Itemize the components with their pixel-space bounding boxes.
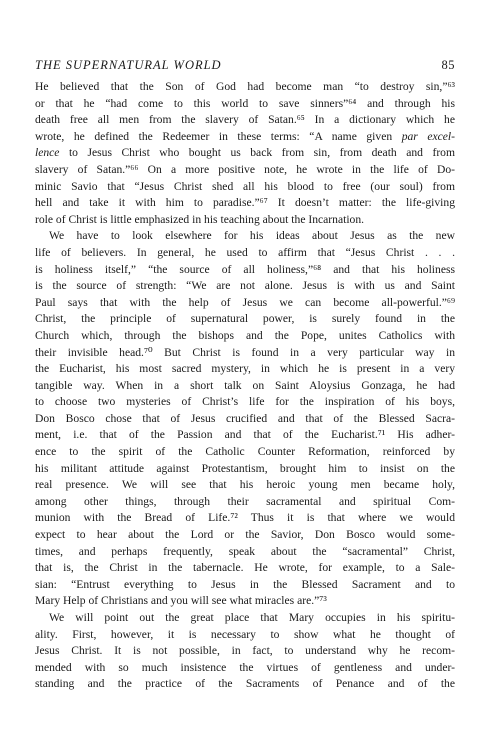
text-line: We will point out the great place that Mary occupies in his spiritu- [49,611,455,624]
text-line: that is, the Christ in the tabernacle. He wrote, for example, to a Sale- [35,561,455,575]
text-line: death free all men from the slavery of Satan.⁶⁵ In a dictionary which he [35,113,455,127]
running-title: THE SUPERNATURAL WORLD [35,58,222,72]
paragraph-2 [35,228,455,610]
text-line: wrote, he defined the Redeemer in these terms: “A name given par excel- [35,129,456,143]
text-line: We have to look elsewhere for his ideas about Jesus as the new [49,229,455,243]
text-line: hell and take it with him to paradise.”⁶⁷ It doesn’t matter: the life-giving [35,196,455,210]
text-line: expect to hear about the Lord or the Savior, Don Bosco would some- [35,528,455,542]
text-line: standing and the practice of the Sacraments of Penance and of the [35,677,455,691]
text-line: minic Savio that “Jesus Christ shed all his blood to free (our soul) from [35,179,455,193]
text-line: Mary Help of Christians and you will see what miracles are.”⁷³ [35,594,327,608]
text-line: ment, i.e. that of the Passion and that of the Eucharist.⁷¹ His adher- [35,428,455,442]
text-line: tangible way. When in a short talk on Saint Aloysius Gonzaga, he had [35,378,455,392]
text-line: is holiness itself,” “the source of all holiness,”⁶⁸ and that his holiness [35,262,455,276]
text-line: is the source of strength: “We are not alone. Jesus is with us and Saint [35,279,455,293]
text-line: ence to the spirit of the Catholic Counter Reformation, reinforced by [35,445,455,459]
book-page [35,58,455,693]
paragraph-1 [35,79,455,228]
text-line: role of Christ is little emphasized in his teaching about the Incarnation. [35,212,365,226]
text-line: among other things, through their sacramental and spiritual Com- [35,494,455,508]
italic-phrase: par excel- [401,129,456,143]
text-line: life of believers. In general, he used to affirm that “Jesus Christ . . . [35,245,455,259]
paragraph-3 [35,610,455,693]
text-line: their invisible head.⁷⁰ But Christ is found in a very particular way in [35,345,455,359]
page-number: 85 [441,58,455,72]
text-line: to choose two mysteries of Christ’s life for the inspiration of his boys, [35,395,455,409]
text-line: the Eucharist, his most sacred mystery, in which he is present in a very [35,362,455,376]
text-line: munion with the Bread of Life.⁷² Thus it is that where we would [35,511,455,525]
running-head [35,58,455,73]
text-line: Paul says that with the help of Jesus we can become all-powerful.”⁶⁹ [35,295,455,309]
text-line: He believed that the Son of God had become man “to destroy sin,”⁶³ [35,80,455,93]
italic-phrase: lence [35,146,60,160]
text-line: Jesus Christ. It is not possible, in fact, to understand why he recom- [35,644,455,658]
text-line: slavery of Satan.”⁶⁶ On a more positive note, he wrote in the life of Do- [35,162,455,176]
text-line: Church which, through the bishops and the Pope, unites Catholics with [35,328,455,342]
text-line: sian: “Entrust everything to Jesus in the Blessed Sacrament and to [35,577,455,591]
text-line: or that he “had come to this world to save sinners”⁶⁴ and through his [35,96,455,110]
text-line: his militant attitude against Protestantism, brought him to insist on the [35,461,455,475]
text-line: real presence. We will see that his heroic young men became holy, [35,478,455,492]
body-text [35,79,455,693]
text-line: times, and perhaps frequently, speak about the “sacramental” Christ, [35,544,455,558]
text-line: lence to Jesus Christ who bought us back from sin, from death and from [35,146,455,160]
text-line: ality. First, however, it is necessary to show what he thought of [35,627,455,641]
text-line: mended with so much insistence the virtues of gentleness and under- [35,660,455,674]
text-line: Christ, the principle of supernatural power, is surely found in the [35,312,455,326]
text-line: Don Bosco chose that of Jesus crucified and that of the Blessed Sacra- [35,411,455,425]
